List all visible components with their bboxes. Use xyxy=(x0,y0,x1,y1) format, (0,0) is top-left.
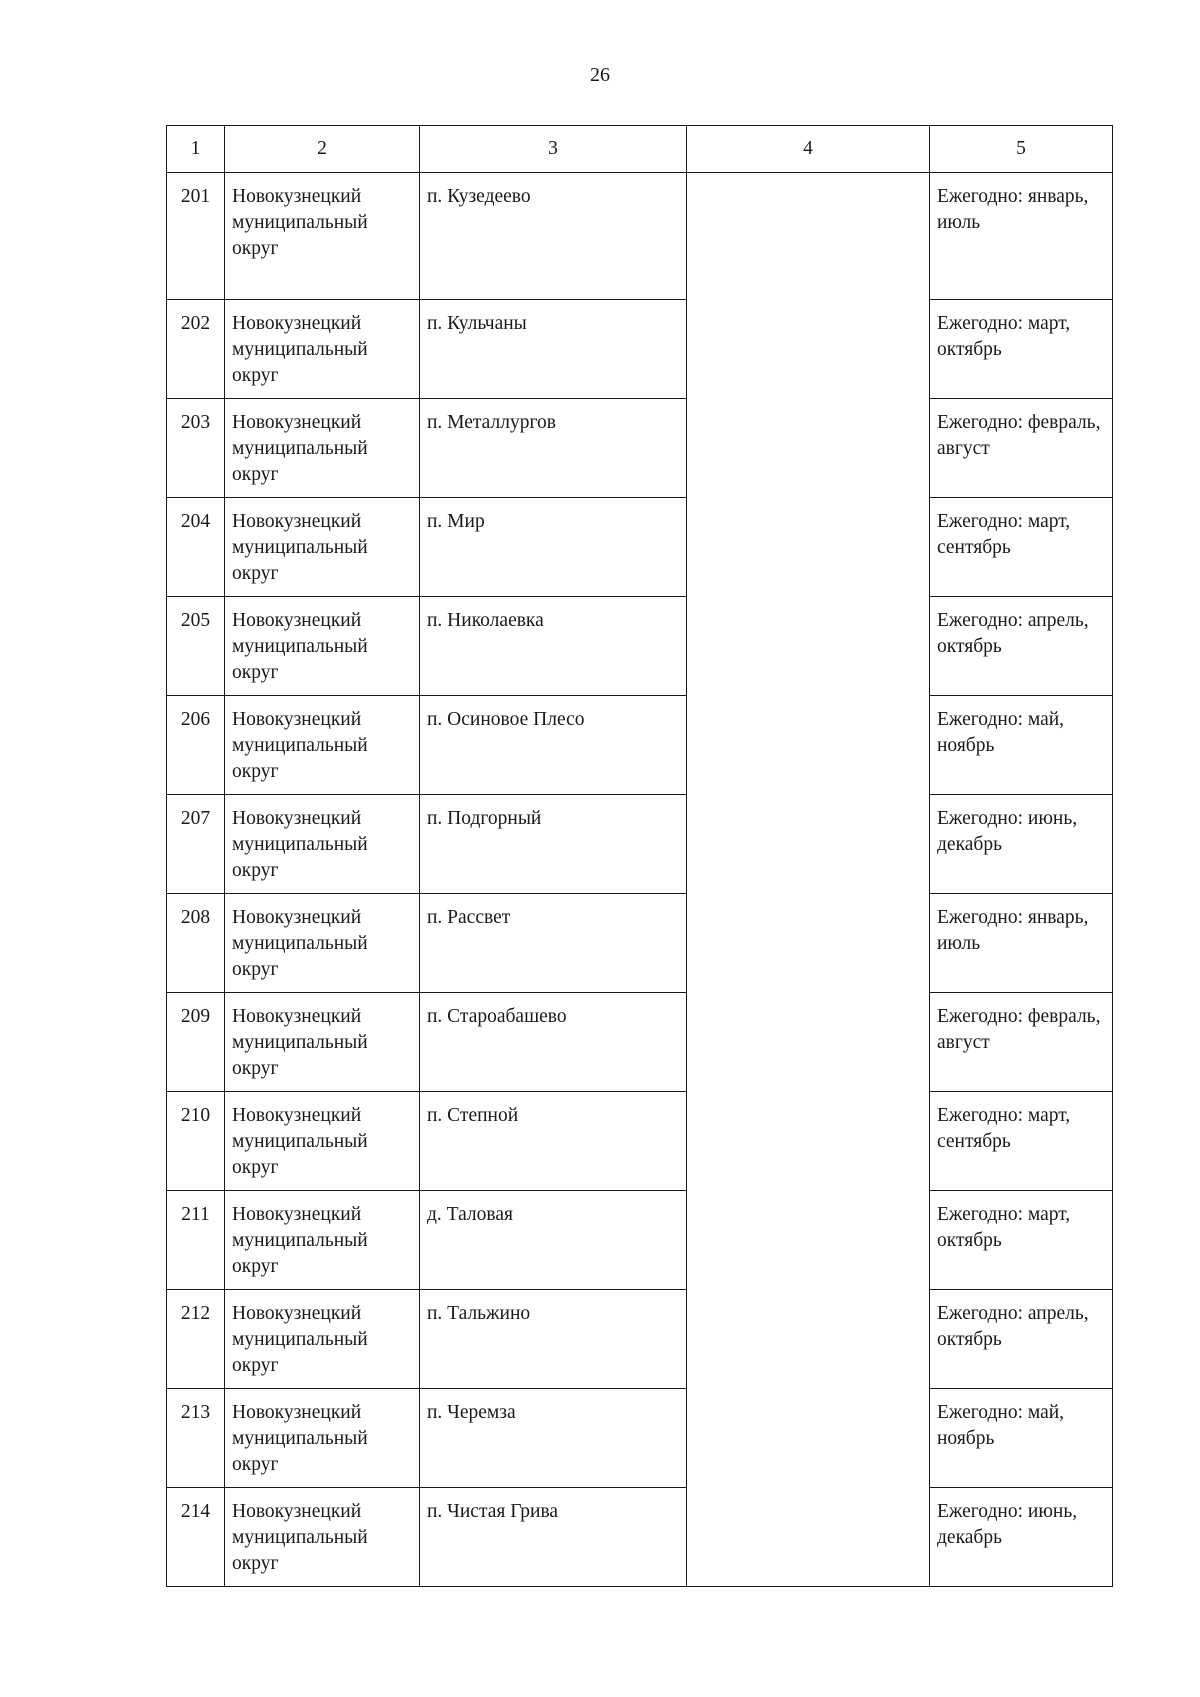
row-number: 209 xyxy=(167,993,225,1092)
row-number: 211 xyxy=(167,1191,225,1290)
table-row xyxy=(167,498,1113,597)
table-row xyxy=(167,1092,1113,1191)
table-row xyxy=(167,1389,1113,1488)
locality-cell: п. Николаевка xyxy=(420,597,687,696)
district-cell: Новокузнецкий муниципальный округ xyxy=(225,300,420,399)
district-cell: Новокузнецкий муниципальный округ xyxy=(225,894,420,993)
locality-cell: п. Кузедеево xyxy=(420,173,687,300)
row-number: 203 xyxy=(167,399,225,498)
district-cell: Новокузнецкий муниципальный округ xyxy=(225,1092,420,1191)
row-number: 213 xyxy=(167,1389,225,1488)
table-row xyxy=(167,795,1113,894)
district-cell: Новокузнецкий муниципальный округ xyxy=(225,1290,420,1389)
locality-cell: п. Чистая Грива xyxy=(420,1488,687,1587)
locality-cell: п. Мир xyxy=(420,498,687,597)
schedule-cell: Ежегодно: март, сентябрь xyxy=(930,498,1113,597)
header-row xyxy=(167,126,1113,173)
schedule-cell: Ежегодно: июнь, декабрь xyxy=(930,1488,1113,1587)
row-number: 205 xyxy=(167,597,225,696)
district-cell: Новокузнецкий муниципальный округ xyxy=(225,696,420,795)
district-cell: Новокузнецкий муниципальный округ xyxy=(225,399,420,498)
row-number: 208 xyxy=(167,894,225,993)
district-cell: Новокузнецкий муниципальный округ xyxy=(225,173,420,300)
schedule-cell: Ежегодно: апрель, октябрь xyxy=(930,597,1113,696)
column-header: 5 xyxy=(930,126,1113,173)
row-number: 210 xyxy=(167,1092,225,1191)
row-number: 201 xyxy=(167,173,225,300)
locality-cell: п. Кульчаны xyxy=(420,300,687,399)
locality-cell: п. Староабашево xyxy=(420,993,687,1092)
locality-cell: д. Таловая xyxy=(420,1191,687,1290)
column-header: 4 xyxy=(687,126,930,173)
column-header: 3 xyxy=(420,126,687,173)
table-body xyxy=(167,173,1113,1587)
district-cell: Новокузнецкий муниципальный округ xyxy=(225,597,420,696)
schedule-cell: Ежегодно: январь, июль xyxy=(930,173,1113,300)
district-cell: Новокузнецкий муниципальный округ xyxy=(225,498,420,597)
row-number: 207 xyxy=(167,795,225,894)
column-4-merged-cell xyxy=(687,173,930,1587)
table-row xyxy=(167,993,1113,1092)
district-cell: Новокузнецкий муниципальный округ xyxy=(225,795,420,894)
table-row xyxy=(167,300,1113,399)
column-header: 2 xyxy=(225,126,420,173)
locality-cell: п. Тальжино xyxy=(420,1290,687,1389)
schedule-cell: Ежегодно: март, сентябрь xyxy=(930,1092,1113,1191)
locality-cell: п. Металлургов xyxy=(420,399,687,498)
table-row xyxy=(167,399,1113,498)
table-row xyxy=(167,1191,1113,1290)
table-row xyxy=(167,173,1113,300)
row-number: 204 xyxy=(167,498,225,597)
schedule-cell: Ежегодно: апрель, октябрь xyxy=(930,1290,1113,1389)
locality-cell: п. Черемза xyxy=(420,1389,687,1488)
district-cell: Новокузнецкий муниципальный округ xyxy=(225,993,420,1092)
schedule-cell: Ежегодно: июнь, декабрь xyxy=(930,795,1113,894)
locality-cell: п. Рассвет xyxy=(420,894,687,993)
row-number: 214 xyxy=(167,1488,225,1587)
schedule-table xyxy=(166,125,1113,1587)
table-row xyxy=(167,597,1113,696)
column-header: 1 xyxy=(167,126,225,173)
table-row xyxy=(167,1290,1113,1389)
page-number: 26 xyxy=(590,64,610,86)
locality-cell: п. Подгорный xyxy=(420,795,687,894)
table-row xyxy=(167,1488,1113,1587)
schedule-cell: Ежегодно: май, ноябрь xyxy=(930,1389,1113,1488)
schedule-cell: Ежегодно: февраль, август xyxy=(930,399,1113,498)
district-cell: Новокузнецкий муниципальный округ xyxy=(225,1488,420,1587)
schedule-cell: Ежегодно: май, ноябрь xyxy=(930,696,1113,795)
table-row xyxy=(167,894,1113,993)
row-number: 212 xyxy=(167,1290,225,1389)
row-number: 202 xyxy=(167,300,225,399)
schedule-cell: Ежегодно: март, октябрь xyxy=(930,1191,1113,1290)
district-cell: Новокузнецкий муниципальный округ xyxy=(225,1389,420,1488)
row-number: 206 xyxy=(167,696,225,795)
table-row xyxy=(167,696,1113,795)
locality-cell: п. Степной xyxy=(420,1092,687,1191)
schedule-cell: Ежегодно: февраль, август xyxy=(930,993,1113,1092)
schedule-cell: Ежегодно: январь, июль xyxy=(930,894,1113,993)
district-cell: Новокузнецкий муниципальный округ xyxy=(225,1191,420,1290)
locality-cell: п. Осиновое Плесо xyxy=(420,696,687,795)
schedule-cell: Ежегодно: март, октябрь xyxy=(930,300,1113,399)
